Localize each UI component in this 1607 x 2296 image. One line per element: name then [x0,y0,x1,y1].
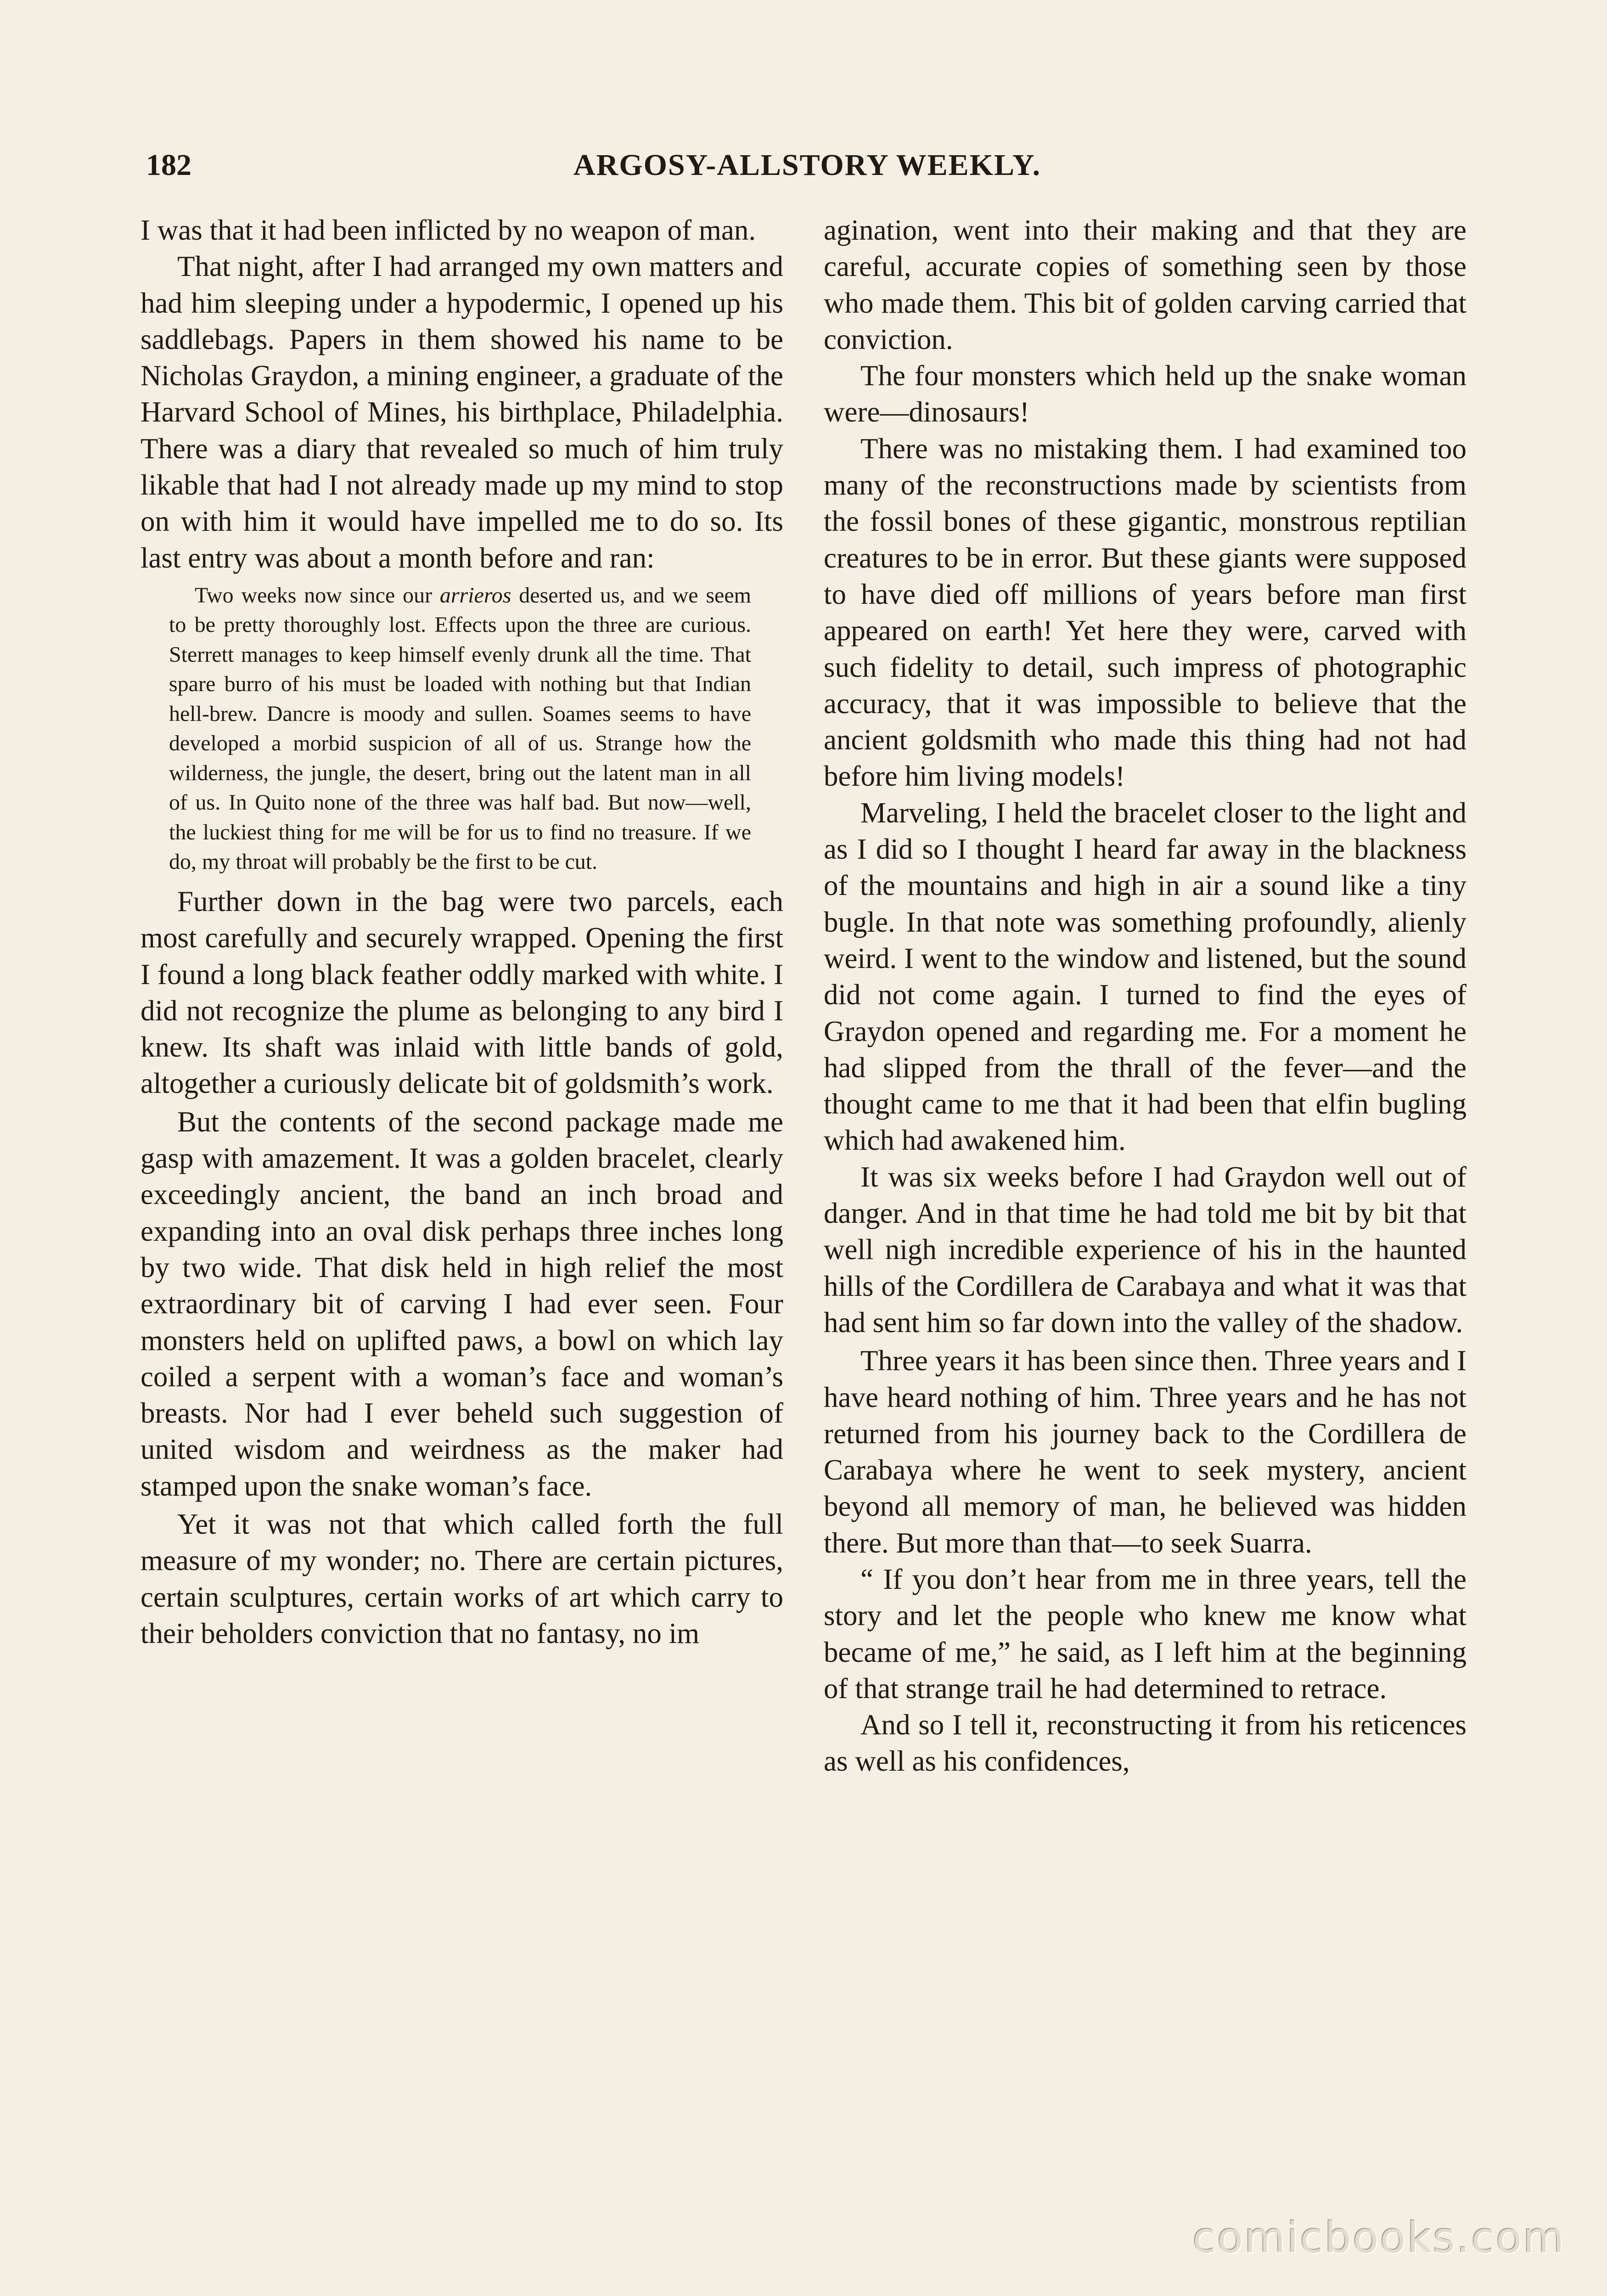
paragraph: Three years it has been since then. Three years and I have heard nothing of him. Three years and he has not returned from his journey back to the Cordillera de Carabaya where he went to seek mystery, ancient beyond all memory of man, he believed was hidden there. But more than that—to seek Suarra. [824,1345,1467,1559]
right-column [824,212,1467,1780]
paragraph: “ If you don’t hear from me in three years, tell the story and let the people who knew me know what became of me,” he said, as I left him at the beginning of that strange trail he had determined to retrace. [824,1563,1467,1705]
paragraph: There was no mistaking them. I had examined too many of the reconstructions made by scientists from the fossil bones of these gigantic, monstrous reptilian creatures to be in error. But these giants were supposed to have died off millions of years before man first appeared on earth! Yet here they were, carved with such fidelity to detail, such impress of photographic accuracy, that it was impossible to believe that the ancient goldsmith who made this thing had not had before him living models! [824,432,1467,793]
diary-entry [169,581,751,877]
paragraph: But the contents of the second package made me gasp with amazement. It was a golden bracelet, clearly exceedingly ancient, the band an inch broad and expanding into an oval disk perhaps three inches long by two wide. That disk held in high relief the most extraordinary bit of carving I had ever seen. Four monsters held on uplifted paws, a bowl on which lay coiled a serpent with a woman’s face and woman’s breasts. Nor had I ever beheld such suggestion of united wisdom and weirdness as the maker had stamped upon the snake woman’s face. [140,1105,783,1502]
paragraph: I was that it had been inflicted by no weapon of man. [140,214,756,246]
page-number: 182 [146,148,191,182]
paragraph: Marveling, I held the bracelet closer to the light and as I did so I thought I heard far away in the blackness of the mountains and high in air a sound like a tiny bugle. In that note was something profoundly, alienly weird. I went to the window and listened, but the sound did not come again. I turned to find the eyes of Graydon opened and regarding me. For a moment he had slipped from the thrall of the fever—and the thought came to me that it had been that elfin bugling which had awakened him. [824,796,1467,1157]
left-column [140,212,783,1652]
diary-excerpt [169,581,751,877]
paragraph: Yet it was not that which called forth the full measure of my wonder; no. There are certain pictures, certain sculptures, certain works of art which carry to their beholders conviction that no fantasy, no im [140,1508,783,1649]
paragraph: And so I tell it, reconstructing it from his reticences as well as his confidences, [824,1709,1467,1778]
quote-text: Two weeks now since our [195,583,440,608]
paragraph: agination, went into their making and that they are careful, accurate copies of something seen by those who made them. This bit of golden carving carried that conviction. [824,214,1467,355]
site-watermark: comicbooks.com [1192,2213,1566,2262]
paragraph: The four monsters which held up the snake woman were—dinosaurs! [824,360,1467,428]
magazine-title: ARGOSY-ALLSTORY WEEKLY. [573,148,1041,182]
page-header [146,142,1468,188]
quote-italic: arrieros [439,583,511,608]
paragraph: It was six weeks before I had Graydon well out of danger. And in that time he had told me bit by bit that well nigh incredible experience of his in the haunted hills of the Cordillera de Carabaya and what it was that had sent him so far down into the valley of the shadow. [824,1160,1467,1339]
quote-text: deserted us, and we seem to be pretty thoroughly lost. Effects upon the three are curious. Sterrett manages to keep himself evenly drunk all the time. That spare burro of his must be loaded with nothing but that Indian hell-brew. Dancre is moody and sullen. Soames seems to have developed a morbid suspicion of all of us. Strange how the wilderness, the jungle, the desert, bring out the latent man in all of us. In Quito none of the three was half bad. But now—well, the luckiest thing for me will be for us to find no treasure. If we do, my throat will probably be the first to be cut. [169,583,751,874]
paragraph: That night, after I had arranged my own matters and had him sleeping under a hypodermic, I opened up his saddlebags. Papers in them showed his name to be Nicholas Graydon, a mining engineer, a graduate of the Harvard School of Mines, his birthplace, Philadelphia. There was a diary that revealed so much of him truly likable that had I not already made up my mind to stop on with him it would have impelled me to do so. Its last entry was about a month before and ran: [140,250,783,574]
paragraph: Further down in the bag were two parcels, each most carefully and securely wrapped. Opening the first I found a long black feather oddly marked with white. I did not recognize the plume as belonging to any bird I knew. Its shaft was inlaid with little bands of gold, altogether a curiously delicate bit of goldsmith’s work. [140,885,783,1100]
